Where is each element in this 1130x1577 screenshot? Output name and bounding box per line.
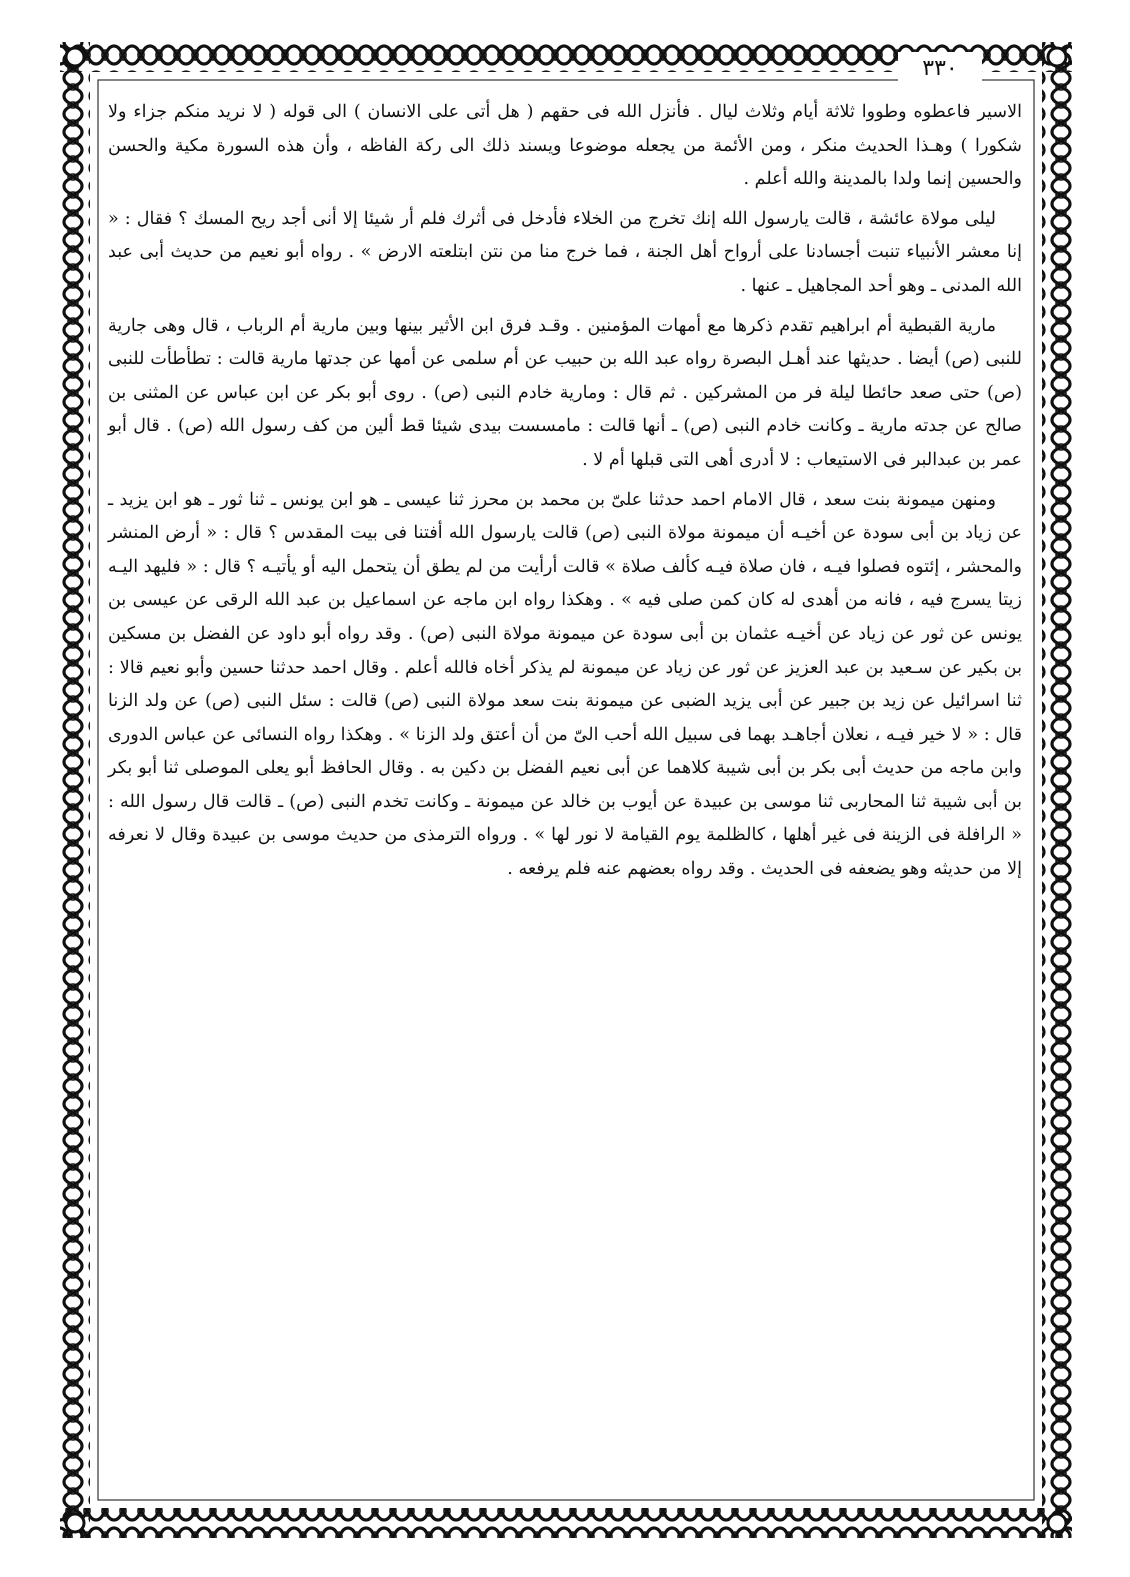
paragraph-2: ليلى مولاة عائشة ، قالت يارسول الله إنك تخرج من الخلاء فأدخل فى أثرك فلم أر شيئا إلا أنى أجد ريح المسك ؟ فقال : « إنا معشر الأنبياء تنبت أجسادنا على أرواح أهل الجنة ، فما خرج منا من نتن ابتلعته الارض » . رواه أبو نعيم من حديث أبى عبد الله المدنى ـ وهو أحد المجاهيل ـ عنها . xyxy=(108,208,1022,296)
page-number: ٣٣٠ xyxy=(898,52,982,86)
paragraph-4: ومنهن ميمونة بنت سعد ، قال الامام احمد حدثنا علىّ بن محمد بن محرز ثنا عيسى ـ هو ابن يونس ـ ثنا ثور ـ هو ابن يزيد ـ عن زياد بن أبى سودة عن أخيـه أن ميمونة مولاة النبى (ص) قالت يارسول الله أفتنا فى بيت المقدس ؟ قال : « أرض المنشر والمحشر ، إئتوه فصلوا فيـه ، فان صلاة فيـه كألف صلاة » قالت أرأيت من لم يطق أن يتحمل اليه أو يأتيـه ؟ قال : « فليهد اليـه زيتا يسرج فيه ، فانه من أهدى له كان كمن صلى فيه » . وهكذا رواه ابن ماجه عن اسماعيل بن عبد الله الرقى عن عيسى بن يونس عن ثور عن زياد عن أخيـه عثمان بن أبى سودة عن ميمونة مولاة النبى (ص) . وقد رواه أبو داود عن الفضل بن مسكين بن بكير عن سـعيد بن عبد العزيز عن ثور عن زياد عن ميمونة لم يذكر أخاه فالله أعلم . وقال احمد حدثنا حسين وأبو نعيم قالا : ثنا اسرائيل عن زيد بن جبير عن أبى يزيد الضبى عن ميمونة بنت سعد مولاة النبى (ص) قالت : سئل النبى (ص) عن ولد الزنا قال : « لا خير فيـه ، نعلان أجاهـد بهما فى سبيل الله أحب الىّ من أن أعتق ولد الزنا » . وهكذا رواه النسائى عن عباس الدورى وابن ماجه من حديث أبى بكر بن أبى شيبة كلاهما عن أبى نعيم الفضل بن دكين به . وقال الحافظ أبو يعلى الموصلى ثنا أبو بكر بن أبى شيبة ثنا المحاربى ثنا موسى بن عبيدة عن أيوب بن خالد عن ميمونة ـ وكانت تخدم النبى (ص) ـ قالت قال رسول الله : « الرافلة فى الزينة فى غير أهلها ، كالظلمة يوم القيامة لا نور لها » . ورواه الترمذى من حديث موسى بن عبيدة وقال لا نعرفه إلا من حديثه وهو يضعفه فى الحديث . وقد رواه بعضهم عنه فلم يرفعه . xyxy=(108,489,1022,880)
main-text xyxy=(108,96,1022,1476)
paragraph-3: مارية القبطية أم ابراهيم تقدم ذكرها مع أمهات المؤمنين . وقـد فرق ابن الأثير بينها وبين مارية أم الرباب ، قال وهى جارية للنبى (ص) أيضا . حديثها عند أهـل البصرة رواه عبد الله بن حبيب عن أم سلمى عن أمها عن جدتها مارية قالت : تطأطأت للنبى (ص) حتى صعد حائطا ليلة فر من المشركين . ثم قال : ومارية خادم النبى (ص) . روى أبو بكر عن ابن عباس عن المثنى بن صالح عن جدته مارية ـ وكانت خادم النبى (ص) ـ أنها قالت : مامسست بيدى شيئا قط ألين من كف رسول الله (ص) . قال أبو عمر بن عبدالبر فى الاستيعاب : لا أدرى أهى التى قبلها أم لا . xyxy=(108,315,1022,470)
paragraph-1: الاسير فاعطوه وطووا ثلاثة أيام وثلاث ليال . فأنزل الله فى حقهم ( هل أتى على الانسان ) الى قوله ( لا نريد منكم جزاء ولا شكورا ) وهـذا الحديث منكر ، ومن الأئمة من يجعله موضوعا ويسند ذلك الى ركة الفاظه ، وأن هذه السورة مكية والحسن والحسين إنما ولدا بالمدينة والله أعلم . xyxy=(108,102,1022,190)
